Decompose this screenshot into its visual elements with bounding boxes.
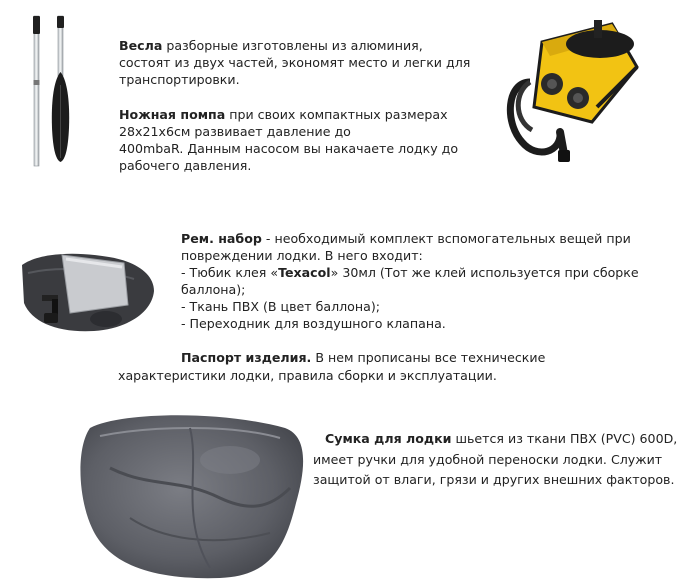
foot-pump-icon bbox=[502, 12, 672, 172]
boat-bag-icon bbox=[70, 408, 310, 580]
repair-title: Рем. набор bbox=[181, 231, 262, 246]
pump-line-3: 400mbaR. Данным насосом вы накачаете лодку до bbox=[119, 141, 459, 156]
repair-text: - необходимый комплект вспомогательных вещей при bbox=[261, 231, 631, 246]
passport-line-2: характеристики лодки, правила сборки и эксплуатации. bbox=[118, 368, 497, 383]
repair-glue-suffix: » 30мл (Тот же клей используется при сборке bbox=[330, 265, 639, 280]
oars-line-2: состоят из двух частей, экономят место и легки для bbox=[119, 55, 471, 70]
pump-line-1 bbox=[119, 107, 448, 123]
bag-line-1 bbox=[325, 431, 677, 447]
repair-glue-prefix: - Тюбик клея « bbox=[181, 265, 279, 280]
repair-line-3 bbox=[181, 265, 639, 281]
passport-title: Паспорт изделия. bbox=[181, 350, 312, 365]
bag-title: Сумка для лодки bbox=[325, 431, 452, 446]
repair-line-4: баллона); bbox=[181, 282, 246, 297]
oars-line-1 bbox=[119, 38, 423, 54]
pump-line-2: 28х21х6см развивает давление до bbox=[119, 124, 351, 139]
passport-line-1 bbox=[181, 350, 545, 366]
bag-line-3: защитой от влаги, грязи и других внешних факторов. bbox=[313, 472, 675, 487]
oars-title: Весла bbox=[119, 38, 163, 53]
oars-line-3: транспортировки. bbox=[119, 72, 240, 87]
pump-title: Ножная помпа bbox=[119, 107, 226, 122]
texacol-label: Texacol bbox=[278, 265, 331, 280]
pump-text: при своих компактных размерах bbox=[225, 107, 448, 122]
oars-text: разборные изготовлены из алюминия, bbox=[162, 38, 423, 53]
oar-icon bbox=[18, 10, 78, 175]
repair-line-1 bbox=[181, 231, 631, 247]
pump-line-4: рабочего давления. bbox=[119, 158, 252, 173]
bag-text: шьется из ткани ПВХ (PVC) 600D, bbox=[451, 431, 678, 446]
repair-line-5: - Ткань ПВХ (В цвет баллона); bbox=[181, 299, 380, 314]
bag-line-2: имеет ручки для удобной переноски лодки. Служит bbox=[313, 452, 663, 467]
repair-kit-icon bbox=[14, 243, 164, 343]
passport-text: В нем прописаны все технические bbox=[311, 350, 546, 365]
repair-line-2: повреждении лодки. В него входит: bbox=[181, 248, 423, 263]
repair-line-6: - Переходник для воздушного клапана. bbox=[181, 316, 446, 331]
